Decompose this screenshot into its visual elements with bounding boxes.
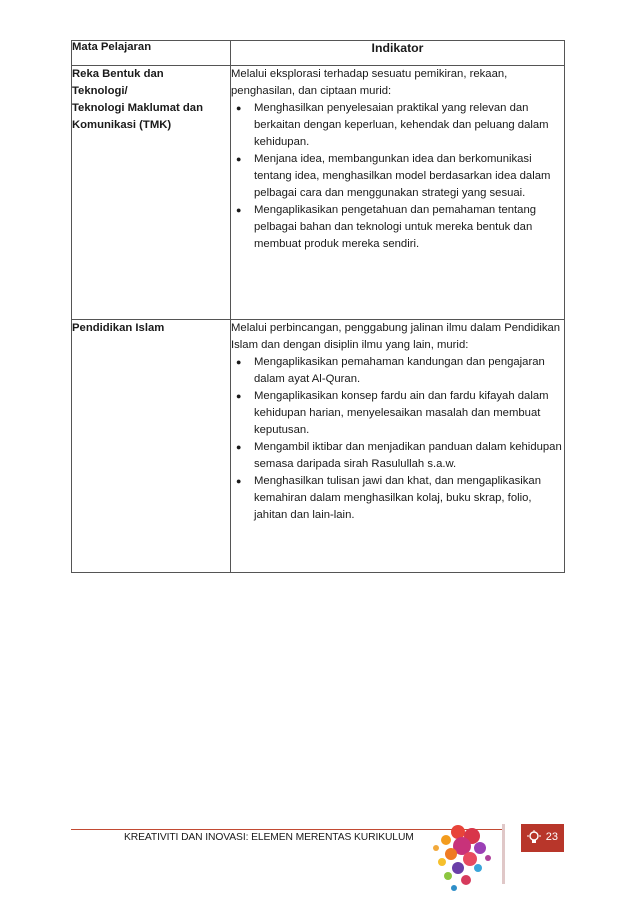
subject-line: Teknologi Maklumat dan	[72, 102, 203, 114]
subject-cell	[72, 320, 231, 573]
list-item	[231, 100, 564, 151]
subject-line: Komunikasi (TMK)	[72, 119, 172, 131]
indicator-list	[231, 354, 564, 524]
bullet-icon: ●	[236, 103, 242, 113]
footer-title: KREATIVITI DAN INOVASI: ELEMEN MERENTAS KURIKULUM	[124, 832, 414, 843]
list-item	[231, 202, 564, 253]
table-row	[72, 320, 565, 573]
indicator-intro: Melalui perbincangan, penggabung jalinan ilmu dalam Pendidikan Islam dan dengan disiplin ilmu yang lain, murid:	[231, 322, 561, 351]
subject-cell	[72, 66, 231, 320]
indicator-cell	[231, 320, 565, 573]
header-subject: Mata Pelajaran	[72, 41, 231, 66]
list-item	[231, 354, 564, 388]
indicator-cell	[231, 66, 565, 320]
list-item	[231, 439, 564, 473]
indicator-list	[231, 100, 564, 253]
bullet-icon: ●	[236, 154, 242, 164]
bullet-icon: ●	[236, 205, 242, 215]
bullet-text: Mengaplikasikan pengetahuan dan pemahaman tentang pelbagai bahan dan teknologi untuk mereka bentuk dan membuat produk mereka sendiri.	[254, 204, 537, 250]
bullet-text: Mengambil iktibar dan menjadikan panduan dalam kehidupan semasa daripada sirah Rasulullah s.a.w.	[254, 441, 562, 470]
bullet-text: Mengaplikasikan pemahaman kandungan dan pengajaran dalam ayat Al-Quran.	[254, 356, 545, 385]
table-row	[72, 66, 565, 320]
indicator-table	[71, 40, 565, 573]
bullet-text: Menghasilkan penyelesaian praktikal yang relevan dan berkaitan dengan keperluan, kehendak dan peluang dalam kehidupan.	[254, 102, 549, 148]
bullet-text: Menjana idea, membangunkan idea dan berkomunikasi tentang idea, menghasilkan model berdasarkan idea dalam pelbagai cara dan menggunakan strategi yang sesuai.	[254, 153, 551, 199]
bullet-icon: ●	[236, 476, 242, 486]
bullet-text: Menghasilkan tulisan jawi dan khat, dan mengaplikasikan kemahiran dalam menghasilkan kolaj, buku skrap, folio, jahitan dan lain-lain.	[254, 475, 541, 521]
indicator-intro: Melalui eksplorasi terhadap sesuatu pemikiran, rekaan, penghasilan, dan ciptaan murid:	[231, 68, 508, 97]
colorful-bulb-logo-icon	[418, 818, 516, 894]
page-number: 23	[545, 831, 558, 843]
list-item	[231, 388, 564, 439]
bullet-icon: ●	[236, 357, 242, 367]
subject-line: Reka Bentuk dan	[72, 68, 164, 80]
list-item	[231, 473, 564, 524]
subject-line: Pendidikan Islam	[72, 322, 165, 334]
header-indicator: Indikator	[231, 41, 565, 66]
bullet-icon: ●	[236, 442, 242, 452]
subject-line: Teknologi/	[72, 85, 128, 97]
list-item	[231, 151, 564, 202]
lightbulb-icon	[526, 830, 542, 846]
bullet-text: Mengaplikasikan konsep fardu ain dan fardu kifayah dalam kehidupan harian, menyelesaikan masalah dan membuat keputusan.	[254, 390, 549, 436]
bullet-icon: ●	[236, 391, 242, 401]
page-number-box	[521, 824, 564, 852]
